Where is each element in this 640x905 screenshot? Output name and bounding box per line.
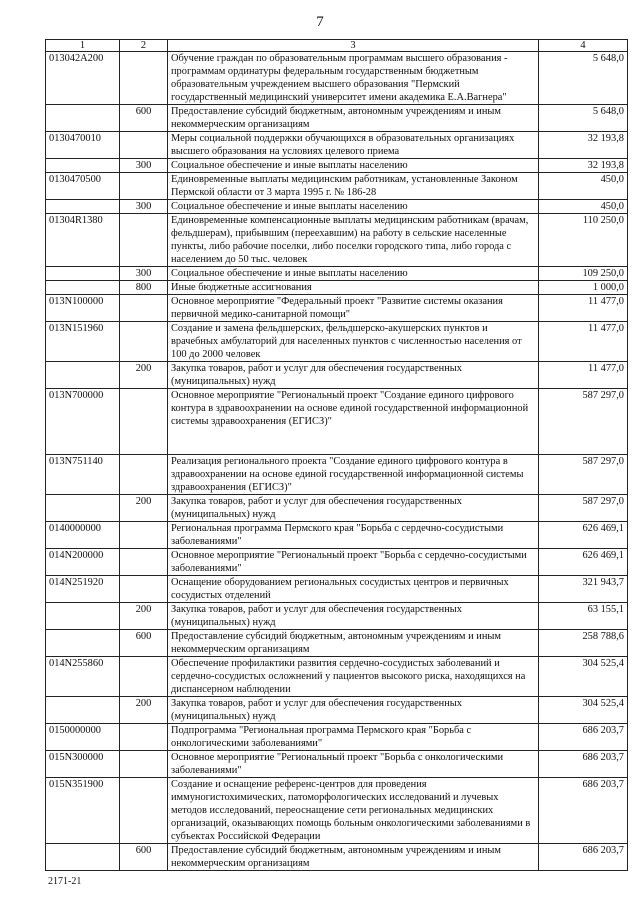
row-description-cell: Предоставление субсидий бюджетным, автономным учреждениям и иным некоммерческим организациям [168,630,539,657]
row-amount-cell: 626 469,1 [539,549,628,576]
table-row [46,389,628,455]
table-row [46,159,628,173]
table-body [46,52,628,871]
row-amount-cell: 32 193,8 [539,159,628,173]
row-expense-type-cell [120,52,168,105]
row-amount-cell: 5 648,0 [539,52,628,105]
row-expense-type-cell: 300 [120,200,168,214]
row-expense-type-cell [120,173,168,200]
row-amount-cell: 587 297,0 [539,455,628,495]
row-code-cell: 013N100000 [46,295,120,322]
row-code-cell: 015N351900 [46,778,120,844]
header-col-1: 1 [46,40,120,52]
row-code-cell [46,362,120,389]
row-description-cell: Оснащение оборудованием региональных сосудистых центров и первичных сосудистых отделений [168,576,539,603]
table-row [46,603,628,630]
row-code-cell: 0150000000 [46,724,120,751]
row-amount-cell: 109 250,0 [539,267,628,281]
row-description-cell: Основное мероприятие "Региональный проект "Борьба с онкологическими заболеваниями" [168,751,539,778]
table-header [46,40,628,52]
row-expense-type-cell [120,455,168,495]
row-amount-cell: 110 250,0 [539,214,628,267]
row-description-cell: Иные бюджетные ассигнования [168,281,539,295]
row-code-cell: 0140000000 [46,522,120,549]
row-expense-type-cell [120,576,168,603]
row-code-cell: 013042A200 [46,52,120,105]
row-amount-cell: 686 203,7 [539,751,628,778]
row-expense-type-cell: 200 [120,495,168,522]
row-code-cell [46,697,120,724]
row-code-cell: 014N200000 [46,549,120,576]
row-code-cell: 0130470010 [46,132,120,159]
table-row [46,267,628,281]
row-amount-cell: 304 525,4 [539,697,628,724]
row-description-cell: Социальное обеспечение и иные выплаты населению [168,159,539,173]
row-code-cell: 014N255860 [46,657,120,697]
table-row [46,362,628,389]
row-amount-cell: 11 477,0 [539,295,628,322]
footer-code: 2171-21 [48,876,82,887]
row-description-cell: Реализация регионального проекта "Создание единого цифрового контура в здравоохранении на основе единой государственной информационной системы здравоохранения (ЕГИСЗ)" [168,455,539,495]
row-description-cell: Обучение граждан по образовательным программам высшего образования - программам ординатуры федеральным государственным бюджетным образовательным учреждением высшего образования "Пермский государственный медицинский университет имени академика Е.А.Вагнера" [168,52,539,105]
row-code-cell [46,267,120,281]
row-amount-cell: 63 155,1 [539,603,628,630]
table-row [46,132,628,159]
table-row [46,52,628,105]
row-expense-type-cell [120,295,168,322]
table-row [46,657,628,697]
table-row [46,322,628,362]
row-expense-type-cell [120,389,168,455]
row-amount-cell: 11 477,0 [539,362,628,389]
row-description-cell: Подпрограмма "Региональная программа Пермского края "Борьба с онкологическими заболеваниями" [168,724,539,751]
row-description-cell: Закупка товаров, работ и услуг для обеспечения государственных (муниципальных) нужд [168,697,539,724]
table-row [46,495,628,522]
row-description-cell: Меры социальной поддержки обучающихся в образовательных организациях высшего образования на условиях целевого приема [168,132,539,159]
row-description-cell: Предоставление субсидий бюджетным, автономным учреждениям и иным некоммерческим организациям [168,844,539,871]
row-amount-cell: 5 648,0 [539,105,628,132]
row-code-cell [46,630,120,657]
row-code-cell: 013N751140 [46,455,120,495]
row-expense-type-cell [120,214,168,267]
row-description-cell: Социальное обеспечение и иные выплаты населению [168,267,539,281]
row-amount-cell: 450,0 [539,200,628,214]
row-amount-cell: 321 943,7 [539,576,628,603]
row-description-cell: Предоставление субсидий бюджетным, автономным учреждениям и иным некоммерческим организациям [168,105,539,132]
row-description-cell: Закупка товаров, работ и услуг для обеспечения государственных (муниципальных) нужд [168,603,539,630]
page-number: 7 [316,14,324,30]
row-expense-type-cell: 800 [120,281,168,295]
row-description-cell: Закупка товаров, работ и услуг для обеспечения государственных (муниципальных) нужд [168,362,539,389]
row-expense-type-cell [120,751,168,778]
table-row [46,214,628,267]
row-code-cell [46,495,120,522]
header-col-2: 2 [120,40,168,52]
row-description-cell: Основное мероприятие "Региональный проект "Борьба с сердечно-сосудистыми заболеваниями" [168,549,539,576]
header-col-4: 4 [539,40,628,52]
row-code-cell: 01304R1380 [46,214,120,267]
row-expense-type-cell: 600 [120,105,168,132]
row-amount-cell: 450,0 [539,173,628,200]
row-expense-type-cell: 200 [120,697,168,724]
row-amount-cell: 304 525,4 [539,657,628,697]
row-expense-type-cell: 600 [120,630,168,657]
row-code-cell: 015N300000 [46,751,120,778]
table-row [46,173,628,200]
row-description-cell: Единовременные выплаты медицинским работникам, установленные Законом Пермской области от 3 марта 1995 г. № 186-28 [168,173,539,200]
row-description-cell: Создание и оснащение референс-центров для проведения иммуногистохимических, патоморфологических исследований и лучевых методов исследований, переоснащение сети региональных медицинских организаций, оказывающих помощь больным онкологическими заболеваниями в субъектах Российской Федерации [168,778,539,844]
budget-table [45,39,628,871]
header-col-3: 3 [168,40,539,52]
table-row [46,549,628,576]
row-expense-type-cell [120,778,168,844]
row-amount-cell: 626 469,1 [539,522,628,549]
row-expense-type-cell: 300 [120,159,168,173]
table-row [46,281,628,295]
table-row [46,751,628,778]
row-amount-cell: 686 203,7 [539,778,628,844]
row-expense-type-cell: 200 [120,603,168,630]
row-code-cell: 013N151960 [46,322,120,362]
row-description-cell: Единовременные компенсационные выплаты медицинским работникам (врачам, фельдшерам), прибывшим (переехавшим) на работу в сельские населенные пункты, либо рабочие поселки, либо поселки городского типа, либо города с населением до 50 тыс. человек [168,214,539,267]
table-row [46,455,628,495]
row-description-cell: Закупка товаров, работ и услуг для обеспечения государственных (муниципальных) нужд [168,495,539,522]
row-expense-type-cell [120,522,168,549]
row-code-cell: 0130470500 [46,173,120,200]
row-code-cell: 014N251920 [46,576,120,603]
row-amount-cell: 587 297,0 [539,389,628,455]
row-description-cell: Региональная программа Пермского края "Борьба с сердечно-сосудистыми заболеваниями" [168,522,539,549]
row-expense-type-cell [120,132,168,159]
row-code-cell: 013N700000 [46,389,120,455]
row-description-cell: Социальное обеспечение и иные выплаты населению [168,200,539,214]
row-expense-type-cell [120,549,168,576]
row-description-cell: Основное мероприятие "Региональный проект "Создание единого цифрового контура в здравоохранении на основе единой государственной информационной системы здравоохранения (ЕГИСЗ)" [168,389,539,455]
row-expense-type-cell: 200 [120,362,168,389]
row-code-cell [46,105,120,132]
table-row [46,630,628,657]
row-amount-cell: 686 203,7 [539,724,628,751]
row-amount-cell: 258 788,6 [539,630,628,657]
table-row [46,295,628,322]
row-amount-cell: 587 297,0 [539,495,628,522]
table-row [46,778,628,844]
row-expense-type-cell [120,322,168,362]
row-expense-type-cell [120,724,168,751]
table-row [46,200,628,214]
row-amount-cell: 1 000,0 [539,281,628,295]
row-code-cell [46,603,120,630]
row-description-cell: Создание и замена фельдшерских, фельдшерско-акушерских пунктов и врачебных амбулаторий для населенных пунктов с численностью населения от 100 до 2000 человек [168,322,539,362]
row-expense-type-cell: 600 [120,844,168,871]
table-row [46,576,628,603]
row-code-cell [46,200,120,214]
table-row [46,105,628,132]
row-amount-cell: 686 203,7 [539,844,628,871]
row-description-cell: Обеспечение профилактики развития сердечно-сосудистых заболеваний и сердечно-сосудистых осложнений у пациентов высокого риска, находящихся на диспансерном наблюдении [168,657,539,697]
row-expense-type-cell: 300 [120,267,168,281]
header-row [46,40,628,52]
table-row [46,522,628,549]
row-code-cell [46,844,120,871]
table-row [46,697,628,724]
row-amount-cell: 11 477,0 [539,322,628,362]
row-expense-type-cell [120,657,168,697]
row-amount-cell: 32 193,8 [539,132,628,159]
row-description-cell: Основное мероприятие "Федеральный проект "Развитие системы оказания первичной медико-санитарной помощи" [168,295,539,322]
row-code-cell [46,281,120,295]
table-row [46,724,628,751]
row-code-cell [46,159,120,173]
table-row [46,844,628,871]
